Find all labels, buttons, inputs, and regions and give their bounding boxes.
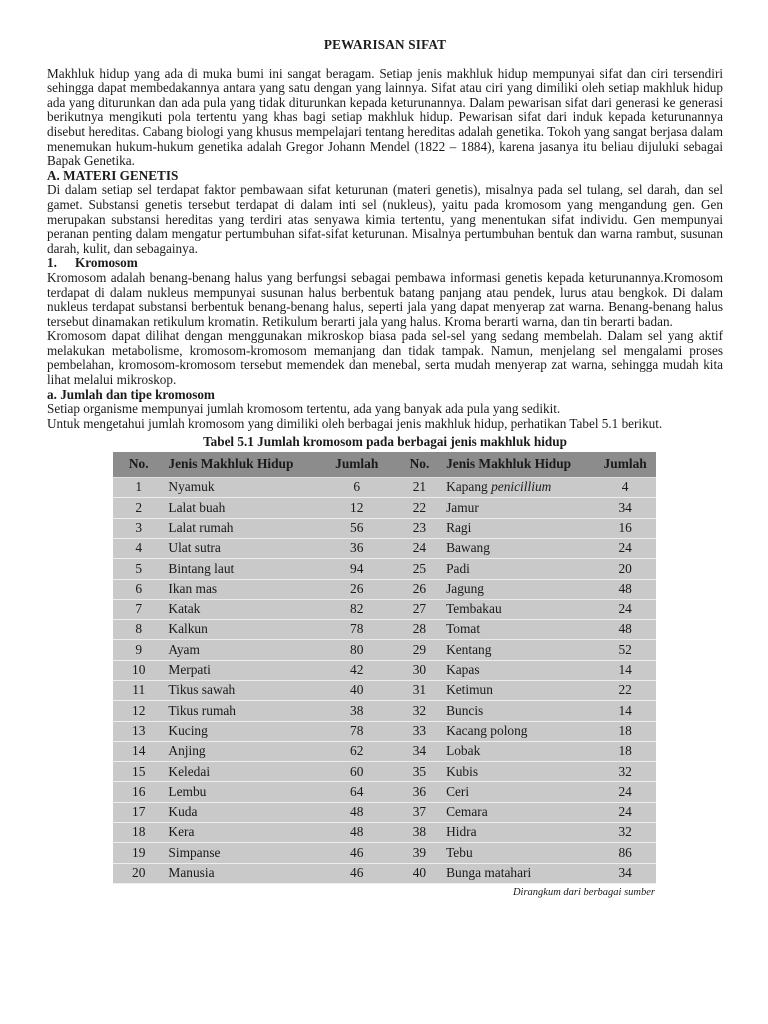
species-name-right: Lobak <box>442 741 594 761</box>
row-number-right: 25 <box>397 559 442 579</box>
row-number-left: 3 <box>113 518 164 538</box>
table-row <box>113 843 656 863</box>
chromosome-count-left: 46 <box>317 863 397 883</box>
chromosome-count-left: 80 <box>317 640 397 660</box>
row-number-right: 35 <box>397 762 442 782</box>
row-number-right: 39 <box>397 843 442 863</box>
species-name-left: Tikus sawah <box>164 681 316 701</box>
chromosome-count-left: 48 <box>317 802 397 822</box>
chromosome-count-right: 86 <box>594 843 656 863</box>
chromosome-count-right: 4 <box>594 478 656 498</box>
chromosome-count-right: 22 <box>594 681 656 701</box>
intro-paragraph: Makhluk hidup yang ada di muka bumi ini sangat beragam. Setiap jenis makhluk hidup mempunyai sifat dan ciri tersendiri sehingga dapat membedakannya antara yang satu dengan yang lainnya. Sifat atau ciri yang dimiliki oleh setiap makhluk hidup ada yang diturunkan dan ada pula yang tidak diturunkan kepada keturunannya. Dalam pewarisan sifat dari generasi ke generasi berikutnya mengikuti pola tertentu yang khas bagi setiap makhluk hidup. Pewarisan sifat dari induk kepada keturunannya disebut hereditas. Cabang biologi yang khusus mempelajari tentang hereditas adalah genetika. Tokoh yang sangat berjasa dalam menemukan hukum-hukum genetika adalah Gregor Johann Mendel (1822 – 1884), karena jasanya itu beliau dijuluki sebagai Bapak Genetika. <box>47 65 723 169</box>
table-source-note: Dirangkum dari berbagai sumber <box>512 886 655 898</box>
chromosome-count-right: 24 <box>594 782 656 802</box>
table-row <box>113 599 656 619</box>
row-number-left: 4 <box>113 538 164 558</box>
header-count-left: Jumlah <box>317 452 397 478</box>
header-count-right: Jumlah <box>594 452 656 478</box>
table-row <box>113 701 656 721</box>
species-name-right: Bawang <box>442 538 594 558</box>
header-species-right: Jenis Makhluk Hidup <box>442 452 594 478</box>
chromosome-count-left: 64 <box>317 782 397 802</box>
species-name-right: Bunga matahari <box>442 863 594 883</box>
chromosome-count-left: 42 <box>317 660 397 680</box>
row-number-left: 11 <box>113 681 164 701</box>
species-name-right: Jagung <box>442 579 594 599</box>
row-number-left: 14 <box>113 741 164 761</box>
chromosome-count-left: 78 <box>317 721 397 741</box>
chromosome-count-left: 12 <box>317 498 397 518</box>
chromosome-count-right: 18 <box>594 741 656 761</box>
table-row <box>113 498 656 518</box>
species-name-left: Kalkun <box>164 620 316 640</box>
chromosome-count-right: 48 <box>594 620 656 640</box>
header-no-right: No. <box>397 452 442 478</box>
row-number-right: 33 <box>397 721 442 741</box>
table-row <box>113 802 656 822</box>
chromosome-count-left: 94 <box>317 559 397 579</box>
row-number-left: 13 <box>113 721 164 741</box>
species-genus-italic: penicillium <box>491 479 552 495</box>
species-name-right: Kacang polong <box>442 721 594 741</box>
species-name-right: Cemara <box>442 802 594 822</box>
row-number-right: 23 <box>397 518 442 538</box>
chromosome-count-left: 26 <box>317 579 397 599</box>
species-name-left: Merpati <box>164 660 316 680</box>
species-name-right: Ceri <box>442 782 594 802</box>
table-header-row <box>113 452 656 478</box>
chromosome-count-right: 24 <box>594 802 656 822</box>
chromosome-count-left: 82 <box>317 599 397 619</box>
table-row <box>113 620 656 640</box>
table-row <box>113 741 656 761</box>
species-name-right: Kentang <box>442 640 594 660</box>
species-name-left: Ulat sutra <box>164 538 316 558</box>
table-row <box>113 762 656 782</box>
species-name-left: Keledai <box>164 762 316 782</box>
row-number-left: 12 <box>113 701 164 721</box>
row-number-right: 28 <box>397 620 442 640</box>
chromosome-count-right: 34 <box>594 498 656 518</box>
chromosome-count-right: 52 <box>594 640 656 660</box>
section-a-paragraph: Di dalam setiap sel terdapat faktor pembawaan sifat keturunan (materi genetis), misalnya pada sel tulang, sel darah, dan sel gamet. Substansi genetis tersebut terdapat di dalam inti sel (nukleus), yaitu pada kromosom yang mengandung gen. Gen merupakan substansi hereditas yang terdiri atas senyawa kimia tertentu, yang menentukan sifat individu. Gen mempunyai peranan penting dalam mengatur pertumbuhan sifat-sifat keturunan. Misalnya pertumbuhan bentuk dan warna rambut, susunan darah, kulit, dan sebagainya. <box>47 182 723 256</box>
table-row <box>113 823 656 843</box>
row-number-right: 40 <box>397 863 442 883</box>
chromosome-count-right: 34 <box>594 863 656 883</box>
table-row <box>113 640 656 660</box>
row-number-left: 9 <box>113 640 164 660</box>
chromosome-count-right: 16 <box>594 518 656 538</box>
row-number-right: 32 <box>397 701 442 721</box>
chromosome-count-right: 18 <box>594 721 656 741</box>
section-1-paragraph-2: Kromosom dapat dilihat dengan menggunakan mikroskop biasa pada sel-sel yang sedang membelah. Dalam sel yang aktif melakukan metabolisme, kromosom-kromosom memanjang dan tidak tampak. Namun, menjelang sel mengalami proses pembelahan, kromosom-kromosom tersebut memendek dan menebal, serta mudah menyerap zat warna, sehingga mudah kita lihat melalui mikroskop. <box>47 328 723 388</box>
species-name-left: Anjing <box>164 741 316 761</box>
row-number-left: 20 <box>113 863 164 883</box>
species-name-right: Tembakau <box>442 599 594 619</box>
row-number-left: 15 <box>113 762 164 782</box>
section-1-heading <box>47 256 723 271</box>
row-number-left: 7 <box>113 599 164 619</box>
chromosome-count-right: 24 <box>594 538 656 558</box>
species-name-left: Nyamuk <box>164 478 316 498</box>
row-number-right: 27 <box>397 599 442 619</box>
table-row <box>113 721 656 741</box>
row-number-left: 16 <box>113 782 164 802</box>
row-number-left: 6 <box>113 579 164 599</box>
table-row <box>113 660 656 680</box>
chromosome-count-right: 24 <box>594 599 656 619</box>
species-name-left: Lembu <box>164 782 316 802</box>
table-row <box>113 518 656 538</box>
species-name-left: Lalat rumah <box>164 518 316 538</box>
table-row <box>113 681 656 701</box>
chromosome-count-right: 14 <box>594 701 656 721</box>
chromosome-count-right: 14 <box>594 660 656 680</box>
species-name-left: Kuda <box>164 802 316 822</box>
section-a-heading: A. MATERI GENETIS <box>47 167 179 183</box>
table-row <box>113 863 656 883</box>
row-number-right: 21 <box>397 478 442 498</box>
chromosome-count-left: 40 <box>317 681 397 701</box>
chromosome-count-left: 78 <box>317 620 397 640</box>
species-name-right: Hidra <box>442 823 594 843</box>
species-name-right: Kubis <box>442 762 594 782</box>
table-row <box>113 478 656 498</box>
section-1a-heading: a. Jumlah dan tipe kromosom <box>47 386 215 402</box>
header-no-left: No. <box>113 452 164 478</box>
row-number-right: 30 <box>397 660 442 680</box>
row-number-right: 38 <box>397 823 442 843</box>
row-number-right: 26 <box>397 579 442 599</box>
species-name-right: Ketimun <box>442 681 594 701</box>
row-number-left: 8 <box>113 620 164 640</box>
species-name-right: Jamur <box>442 498 594 518</box>
row-number-right: 24 <box>397 538 442 558</box>
row-number-left: 17 <box>113 802 164 822</box>
section-1a-paragraph-2: Untuk mengetahui jumlah kromosom yang dimiliki oleh berbagai jenis makhluk hidup, perhatikan Tabel 5.1 berikut. <box>47 415 663 431</box>
table-row <box>113 538 656 558</box>
species-name-left: Kera <box>164 823 316 843</box>
chromosome-count-left: 46 <box>317 843 397 863</box>
chromosome-count-right: 32 <box>594 823 656 843</box>
species-name-left: Lalat buah <box>164 498 316 518</box>
species-name-left: Manusia <box>164 863 316 883</box>
species-name-right: Kapang penicillium <box>442 478 594 498</box>
species-name-left: Katak <box>164 599 316 619</box>
species-name-left: Kucing <box>164 721 316 741</box>
row-number-right: 37 <box>397 802 442 822</box>
header-species-left: Jenis Makhluk Hidup <box>164 452 316 478</box>
section-1-title: Kromosom <box>75 255 138 271</box>
table-caption: Tabel 5.1 Jumlah kromosom pada berbagai jenis makhluk hidup <box>203 434 567 450</box>
chromosome-count-right: 20 <box>594 559 656 579</box>
chromosome-count-left: 56 <box>317 518 397 538</box>
chromosome-count-left: 62 <box>317 741 397 761</box>
species-name-left: Tikus rumah <box>164 701 316 721</box>
species-name-right: Tomat <box>442 620 594 640</box>
row-number-right: 22 <box>397 498 442 518</box>
species-name-right: Ragi <box>442 518 594 538</box>
row-number-right: 31 <box>397 681 442 701</box>
chromosome-count-right: 32 <box>594 762 656 782</box>
species-name-right: Tebu <box>442 843 594 863</box>
section-1a-paragraph-1: Setiap organisme mempunyai jumlah kromosom tertentu, ada yang banyak ada pula yang sedikit. <box>47 401 561 417</box>
document-page <box>47 38 723 901</box>
chromosome-table <box>113 452 656 884</box>
table-body <box>113 478 656 884</box>
chromosome-count-left: 38 <box>317 701 397 721</box>
chromosome-count-left: 6 <box>317 478 397 498</box>
species-name-right: Padi <box>442 559 594 579</box>
table-row <box>113 579 656 599</box>
table-row <box>113 559 656 579</box>
chromosome-count-left: 60 <box>317 762 397 782</box>
row-number-left: 19 <box>113 843 164 863</box>
row-number-left: 1 <box>113 478 164 498</box>
chromosome-count-left: 36 <box>317 538 397 558</box>
document-title: PEWARISAN SIFAT <box>323 37 447 52</box>
chromosome-count-left: 48 <box>317 823 397 843</box>
row-number-left: 5 <box>113 559 164 579</box>
chromosome-count-right: 48 <box>594 579 656 599</box>
species-name-left: Bintang laut <box>164 559 316 579</box>
species-name-right: Kapas <box>442 660 594 680</box>
row-number-left: 18 <box>113 823 164 843</box>
species-name-left: Ikan mas <box>164 579 316 599</box>
table-row <box>113 782 656 802</box>
species-name-left: Simpanse <box>164 843 316 863</box>
row-number-right: 34 <box>397 741 442 761</box>
section-1-paragraph-1: Kromosom adalah benang-benang halus yang berfungsi sebagai pembawa informasi genetis kepada keturunannya.Kromosom terdapat di dalam nukleus mempunyai susunan halus berbentuk batang panjang atau pendek, lurus atau bengkok. Di dalam nukleus terdapat substansi berbentuk benang-benang halus, seperti jala yang dapat menyerap zat warna. Benang-benang halus tersebut dinamakan retikulum kromatin. Retikulum berarti jala yang halus. Kroma berarti warna, dan tin berarti badan. <box>47 269 723 329</box>
species-name-left: Ayam <box>164 640 316 660</box>
row-number-left: 10 <box>113 660 164 680</box>
species-name-right: Buncis <box>442 701 594 721</box>
section-1-number: 1. <box>47 255 57 271</box>
row-number-left: 2 <box>113 498 164 518</box>
row-number-right: 36 <box>397 782 442 802</box>
row-number-right: 29 <box>397 640 442 660</box>
